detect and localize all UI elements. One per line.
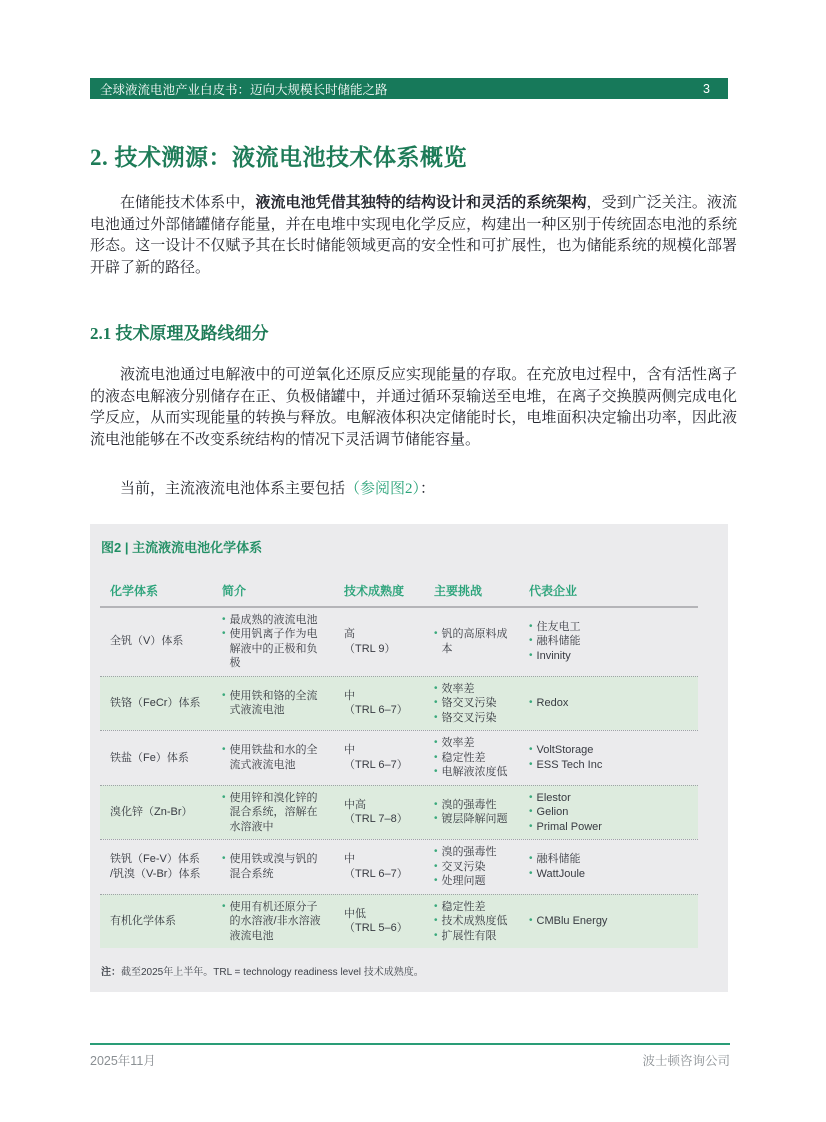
page-footer bbox=[90, 1043, 730, 1069]
bullet-item bbox=[434, 711, 513, 726]
bullet-icon: • bbox=[529, 744, 533, 756]
maturity-trl: （TRL 6–7） bbox=[344, 758, 408, 771]
bullet-item bbox=[529, 852, 692, 867]
challenges-cell bbox=[424, 900, 519, 944]
bullet-text: 使用有机还原分子的水溶液/非水溶液液流电池 bbox=[229, 900, 321, 942]
maturity-trl: （TRL 5–6） bbox=[344, 922, 408, 935]
challenges-cell bbox=[424, 736, 519, 780]
bullet-text: Redox bbox=[536, 697, 569, 709]
bullet-item bbox=[529, 791, 692, 806]
bullet-text: VoltStorage bbox=[536, 744, 594, 757]
chemistry-line: 铁铬（FeCr）体系 bbox=[110, 697, 201, 709]
table-row bbox=[100, 608, 698, 676]
bullet-item bbox=[222, 791, 328, 835]
chemistry-cell bbox=[100, 852, 212, 881]
chemistry-line: 铁钒（Fe-V）体系 bbox=[110, 853, 200, 866]
bullet-text: 交叉污染 bbox=[441, 860, 486, 873]
companies-cell bbox=[519, 743, 698, 772]
bullet-item bbox=[529, 914, 692, 929]
column-header: 技术成熟度 bbox=[344, 583, 405, 598]
bullet-icon: • bbox=[222, 900, 226, 912]
bullet-icon: • bbox=[434, 860, 438, 872]
table-header-row bbox=[100, 582, 698, 608]
table-row bbox=[100, 785, 698, 840]
maturity-trl: （TRL 6–7） bbox=[344, 704, 408, 717]
intro-cell bbox=[212, 689, 334, 718]
chemistry-line: 有机化学体系 bbox=[110, 915, 176, 927]
paragraph-systems-pre: 当前，主流液流电池体系主要包括 bbox=[120, 481, 346, 497]
figure-note bbox=[101, 963, 698, 978]
bullet-text: 使用锌和溴化锌的混合系统，溶解在水溶液中 bbox=[229, 791, 318, 833]
bullet-icon: • bbox=[222, 613, 226, 625]
bullet-icon: • bbox=[434, 766, 438, 777]
bullet-text: Primal Power bbox=[536, 820, 602, 833]
footer-date: 2025年11月 bbox=[90, 1054, 156, 1068]
bullet-text: Gelion bbox=[536, 806, 569, 818]
chemistry-cell bbox=[100, 696, 212, 711]
bullet-text: 溴的强毒性 bbox=[441, 798, 497, 811]
paragraph-systems-post: ： bbox=[420, 481, 436, 497]
bullet-icon: • bbox=[529, 915, 533, 926]
bullet-item bbox=[529, 649, 692, 664]
bullet-text: WattJoule bbox=[536, 867, 586, 880]
bullet-text: 最成熟的液流电池 bbox=[229, 613, 318, 626]
bullet-icon: • bbox=[434, 628, 438, 639]
bullet-item bbox=[434, 627, 513, 656]
column-header: 化学体系 bbox=[110, 583, 159, 598]
challenges-cell bbox=[424, 798, 519, 827]
bullet-text: 使用铁盐和水的全流式液流电池 bbox=[229, 744, 318, 771]
bullet-item bbox=[222, 627, 328, 671]
bullet-item bbox=[529, 758, 692, 773]
challenges-cell bbox=[424, 845, 519, 889]
bullet-item bbox=[434, 682, 513, 697]
maturity-trl: （TRL 7–8） bbox=[344, 813, 408, 826]
bullet-icon: • bbox=[434, 737, 438, 748]
bullet-icon: • bbox=[529, 806, 533, 817]
bullet-text: 处理问题 bbox=[441, 875, 486, 887]
page-number: 3 bbox=[703, 81, 710, 96]
figure-2-exhibit bbox=[90, 524, 728, 993]
bullet-icon: • bbox=[529, 635, 533, 647]
bullet-icon: • bbox=[434, 875, 438, 886]
bullet-item bbox=[529, 634, 692, 649]
companies-cell bbox=[519, 696, 698, 711]
bullet-icon: • bbox=[529, 697, 533, 708]
bullet-text: Invinity bbox=[536, 649, 571, 662]
challenges-cell bbox=[424, 627, 519, 656]
table-row bbox=[100, 730, 698, 785]
bullet-item bbox=[529, 867, 692, 882]
bullet-item bbox=[434, 812, 513, 827]
bullet-item bbox=[529, 820, 692, 835]
challenges-cell bbox=[424, 682, 519, 726]
bullet-item bbox=[529, 620, 692, 635]
intro-cell bbox=[212, 852, 334, 881]
bullet-item bbox=[222, 613, 328, 628]
maturity-level: 中 bbox=[344, 853, 355, 866]
bullet-text: 电解液浓度低 bbox=[441, 766, 508, 778]
bullet-item bbox=[222, 743, 328, 772]
bullet-icon: • bbox=[529, 867, 533, 879]
figure-2-reference-link[interactable]: （参阅图2） bbox=[345, 481, 421, 497]
bullet-text: 效率差 bbox=[441, 682, 475, 695]
bullet-icon: • bbox=[222, 853, 226, 865]
maturity-level: 中 bbox=[344, 689, 355, 702]
maturity-trl: （TRL 6–7） bbox=[344, 867, 408, 880]
bullet-text: 融科储能 bbox=[536, 635, 581, 648]
bullet-item bbox=[222, 900, 328, 944]
chemistry-cell bbox=[100, 805, 212, 820]
bullet-text: 住友电工 bbox=[536, 620, 581, 633]
subsection-title: 2.1 技术原理及路线细分 bbox=[90, 324, 269, 343]
chemistry-line: 铁盐（Fe）体系 bbox=[110, 751, 189, 764]
bullet-item bbox=[222, 852, 328, 881]
bullet-text: 技术成熟度低 bbox=[441, 915, 508, 927]
bullet-icon: • bbox=[434, 813, 438, 825]
companies-cell bbox=[519, 852, 698, 881]
table-row bbox=[100, 894, 698, 949]
chemistry-cell bbox=[100, 751, 212, 766]
bullet-text: 使用钒离子作为电解液中的正极和负极 bbox=[229, 628, 318, 669]
bullet-icon: • bbox=[434, 682, 438, 694]
chemistry-cell bbox=[100, 634, 212, 649]
page-header-bar bbox=[90, 78, 728, 99]
column-header: 主要挑战 bbox=[434, 583, 483, 598]
chemistry-table bbox=[100, 582, 698, 949]
chemistry-line: /钒溴（V-Br）体系 bbox=[110, 867, 201, 880]
bullet-text: 使用铁或溴与钒的混合系统 bbox=[229, 853, 318, 880]
figure-note-text: 截至2025年上半年。TRL = technology readiness level 技术成熟度。 bbox=[121, 967, 424, 978]
companies-cell bbox=[519, 620, 698, 664]
table-row bbox=[100, 839, 698, 894]
maturity-cell bbox=[334, 852, 424, 881]
maturity-cell bbox=[334, 798, 424, 827]
column-header: 简介 bbox=[222, 583, 247, 598]
companies-cell bbox=[519, 791, 698, 835]
bullet-icon: • bbox=[529, 758, 533, 770]
paragraph-intro bbox=[90, 193, 737, 279]
bullet-item bbox=[222, 689, 328, 718]
table-body bbox=[100, 608, 698, 949]
bullet-item bbox=[529, 743, 692, 758]
bullet-text: 钒的高原料成本 bbox=[441, 628, 508, 655]
table-row bbox=[100, 676, 698, 731]
bullet-text: 稳定性差 bbox=[441, 751, 486, 764]
bullet-icon: • bbox=[529, 791, 533, 803]
section-title: 2. 技术溯源：液流电池技术体系概览 bbox=[90, 145, 467, 170]
bullet-item bbox=[434, 798, 513, 813]
bullet-icon: • bbox=[434, 711, 438, 723]
maturity-level: 中 bbox=[344, 744, 355, 757]
bullet-item bbox=[434, 845, 513, 860]
bullet-icon: • bbox=[434, 929, 438, 941]
maturity-cell bbox=[334, 907, 424, 936]
bullet-text: 扩展性有限 bbox=[441, 929, 497, 942]
bullet-icon: • bbox=[222, 628, 226, 639]
bullet-text: CMBlu Energy bbox=[536, 915, 608, 927]
bullet-item bbox=[434, 751, 513, 766]
bullet-icon: • bbox=[434, 751, 438, 763]
bullet-text: 铬交叉污染 bbox=[441, 711, 497, 724]
bullet-icon: • bbox=[434, 900, 438, 912]
bullet-icon: • bbox=[434, 846, 438, 857]
intro-cell bbox=[212, 613, 334, 671]
chemistry-line: 溴化锌（Zn-Br） bbox=[110, 806, 193, 818]
paragraph-systems bbox=[90, 479, 737, 501]
companies-cell bbox=[519, 914, 698, 929]
bullet-item bbox=[434, 914, 513, 929]
intro-cell bbox=[212, 743, 334, 772]
intro-cell bbox=[212, 900, 334, 944]
bullet-item bbox=[434, 860, 513, 875]
maturity-cell bbox=[334, 627, 424, 656]
paragraph-intro-pre: 在储能技术体系中， bbox=[120, 195, 256, 211]
bullet-icon: • bbox=[529, 649, 533, 661]
bullet-icon: • bbox=[434, 697, 438, 708]
paragraph-intro-post: ，受到广泛关注。液流电池通过外部储罐储存能量，并在电堆中实现电化学反应，构建出一种区别于传统固态电池的系统形态。这一设计不仅赋予其在长时储能领域更高的安全性和可扩展性，也为储能系统的规模化部署开辟了新的路径。 bbox=[90, 195, 737, 276]
bullet-text: ESS Tech Inc bbox=[536, 758, 603, 771]
chemistry-line: 全钒（V）体系 bbox=[110, 635, 184, 648]
bullet-icon: • bbox=[434, 798, 438, 810]
figure-title: 图2 | 主流液流电池化学体系 bbox=[101, 539, 263, 555]
maturity-level: 高 bbox=[344, 628, 355, 640]
bullet-item bbox=[529, 696, 692, 711]
bullet-text: 使用铁和铬的全流式液流电池 bbox=[229, 689, 318, 717]
bullet-icon: • bbox=[222, 744, 226, 756]
bullet-text: Elestor bbox=[536, 791, 571, 804]
bullet-item bbox=[434, 900, 513, 915]
footer-company: 波士顿咨询公司 bbox=[642, 1054, 730, 1068]
maturity-cell bbox=[334, 743, 424, 772]
bullet-icon: • bbox=[529, 820, 533, 832]
maturity-level: 中低 bbox=[344, 907, 366, 920]
bullet-text: 融科储能 bbox=[536, 853, 581, 866]
column-header: 代表企业 bbox=[529, 583, 578, 598]
bullet-item bbox=[434, 765, 513, 780]
intro-cell bbox=[212, 791, 334, 835]
bullet-text: 溴的强毒性 bbox=[441, 846, 497, 858]
bullet-icon: • bbox=[434, 915, 438, 926]
maturity-cell bbox=[334, 689, 424, 718]
page-content bbox=[90, 99, 737, 992]
bullet-text: 铬交叉污染 bbox=[441, 697, 497, 709]
bullet-text: 镀层降解问题 bbox=[441, 813, 508, 826]
bullet-text: 稳定性差 bbox=[441, 900, 486, 913]
bullet-icon: • bbox=[222, 689, 226, 701]
bullet-item bbox=[434, 929, 513, 944]
bullet-item bbox=[434, 874, 513, 889]
bullet-item bbox=[434, 736, 513, 751]
bullet-icon: • bbox=[529, 620, 533, 632]
bullet-item bbox=[529, 805, 692, 820]
bullet-icon: • bbox=[529, 853, 533, 865]
maturity-trl: （TRL 9） bbox=[344, 642, 396, 655]
bullet-item bbox=[434, 696, 513, 711]
chemistry-cell bbox=[100, 914, 212, 929]
maturity-level: 中高 bbox=[344, 798, 366, 811]
paragraph-intro-bold: 液流电池凭借其独特的结构设计和灵活的系统架构 bbox=[255, 195, 587, 211]
bullet-icon: • bbox=[222, 791, 226, 803]
paragraph-principle: 液流电池通过电解液中的可逆氧化还原反应实现能量的存取。在充放电过程中，含有活性离子的液态电解液分别储存在正、负极储罐中，并通过循环泵输送至电堆，在离子交换膜两侧完成电化学反应，从而实现能量的转换与释放。电解液体积决定储能时长，电堆面积决定输出功率，因此液流电池能够在不改变系统结构的情况下灵活调节储能容量。 bbox=[90, 367, 737, 448]
figure-note-label: 注： bbox=[101, 967, 121, 978]
bullet-text: 效率差 bbox=[441, 737, 475, 749]
header-title: 全球液流电池产业白皮书：迈向大规模长时储能之路 bbox=[100, 82, 388, 97]
